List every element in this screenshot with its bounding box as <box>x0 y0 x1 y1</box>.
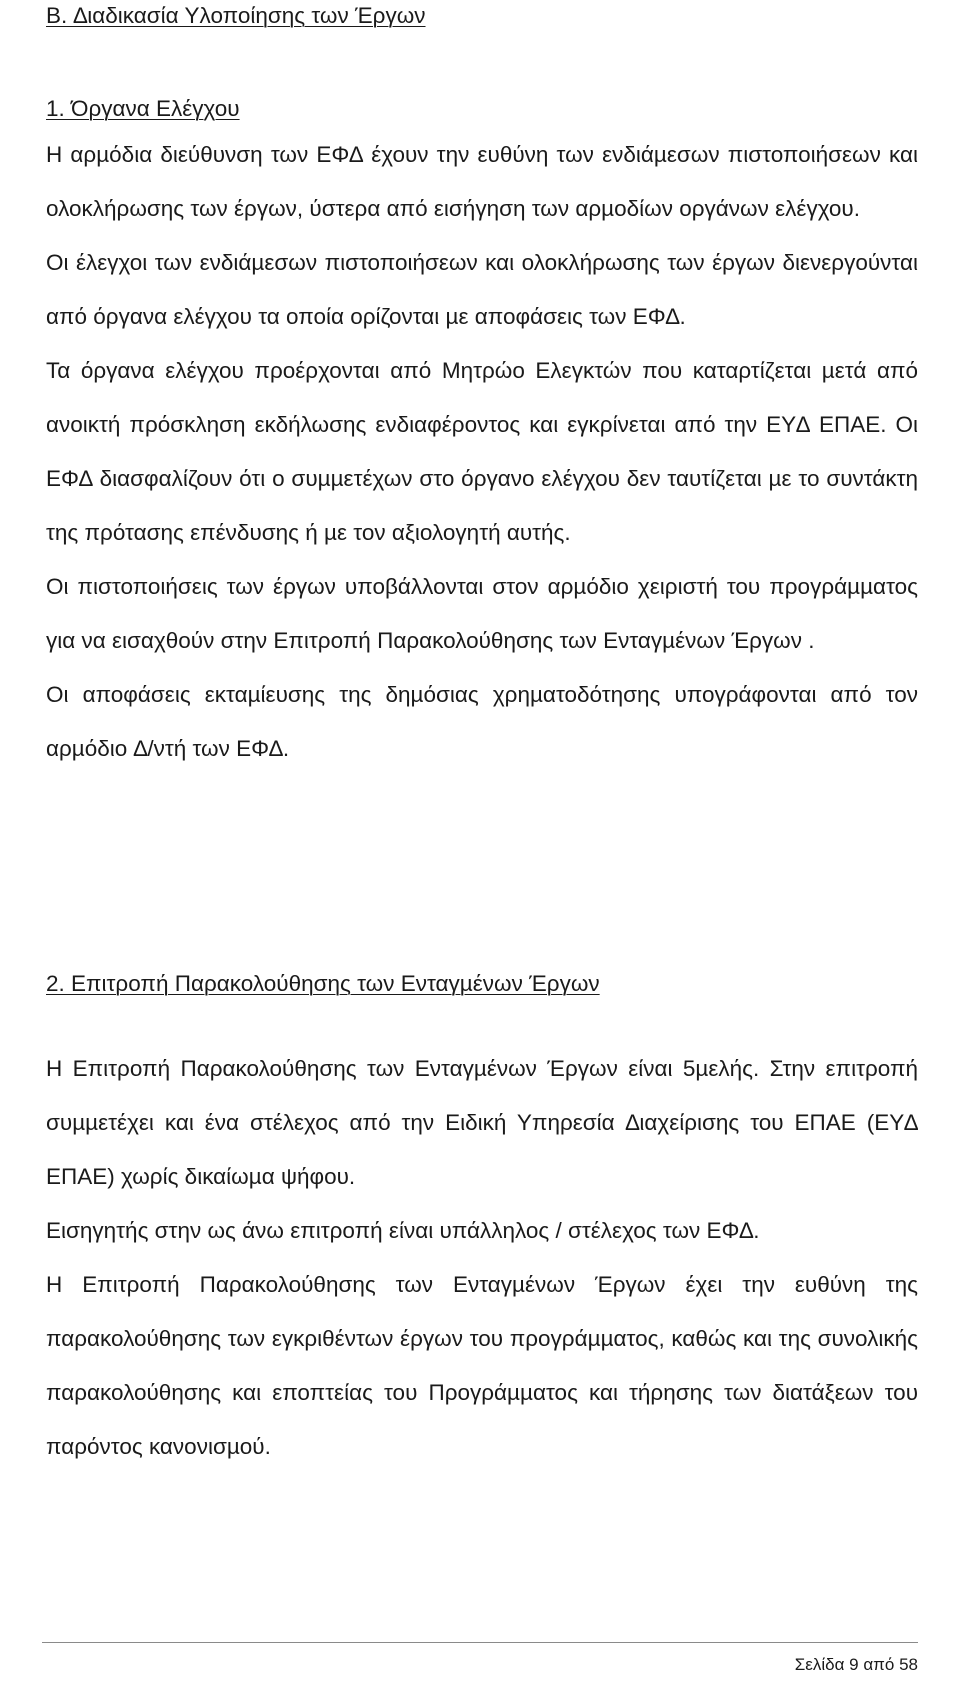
subsection-body-monitoring-committee <box>46 1042 918 1474</box>
paragraph: Τα όργανα ελέγχου προέρχονται από Μητρώο Ελεγκτών που καταρτίζεται µετά από ανοικτή πρόσκληση εκδήλωσης ενδιαφέροντος και εγκρίνεται από την ΕΥ∆ ΕΠΑΕ. Οι ΕΦ∆ διασφαλίζουν ότι ο συµµετέχων στο όργανο ελέγχου δεν ταυτίζεται µε το συντάκτη της πρότασης επένδυσης ή µε τον αξιολογητή αυτής. <box>46 358 918 545</box>
paragraph: Οι έλεγχοι των ενδιάµεσων πιστοποιήσεων και ολοκλήρωσης των έργων διενεργούνται από όργανα ελέγχου τα οποία ορίζονται µε αποφάσεις των ΕΦ∆. <box>46 250 918 329</box>
paragraph: Η Επιτροπή Παρακολούθησης των Ενταγµένων Έργων έχει την ευθύνη της παρακολούθησης των εγκριθέντων έργων του προγράµµατος, καθώς και της συνολικής παρακολούθησης και εποπτείας του Προγράµµατος και τήρησης των διατάξεων του παρόντος κανονισµού. <box>46 1272 918 1459</box>
section-heading: Β. ∆ιαδικασία Υλοποίησης των Έργων <box>46 3 426 28</box>
paragraph: Η αρµόδια διεύθυνση των ΕΦ∆ έχουν την ευθύνη των ενδιάµεσων πιστοποιήσεων και ολοκλήρωσης των έργων, ύστερα από εισήγηση των αρµοδίων οργάνων ελέγχου. <box>46 142 918 221</box>
paragraph: Εισηγητής στην ως άνω επιτροπή είναι υπάλληλος / στέλεχος των ΕΦ∆. <box>46 1218 760 1243</box>
footer-divider <box>42 1642 918 1643</box>
paragraph: Η Επιτροπή Παρακολούθησης των Ενταγµένων Έργων είναι 5µελής. Στην επιτροπή συµµετέχει και ένα στέλεχος από την Ειδική Υπηρεσία ∆ιαχείρισης του ΕΠΑΕ (ΕΥ∆ ΕΠΑΕ) χωρίς δικαίωµα ψήφου. <box>46 1056 918 1189</box>
subsection-body-oversight-bodies <box>46 128 918 776</box>
page-number: Σελίδα 9 από 58 <box>794 1655 918 1674</box>
subsection-title-monitoring-committee: 2. Επιτροπή Παρακολούθησης των Ενταγµένων Έργων <box>46 971 600 996</box>
paragraph: Οι πιστοποιήσεις των έργων υποβάλλονται στον αρµόδιο χειριστή του προγράµµατος για να εισαχθούν στην Επιτροπή Παρακολούθησης των Ενταγµένων Έργων . <box>46 574 918 653</box>
subsection-title-oversight-bodies: 1. Όργανα Ελέγχου <box>46 96 240 121</box>
paragraph: Οι αποφάσεις εκταµίευσης της δηµόσιας χρηµατοδότησης υπογράφονται από τον αρµόδιο ∆/ντή των ΕΦ∆. <box>46 682 918 761</box>
